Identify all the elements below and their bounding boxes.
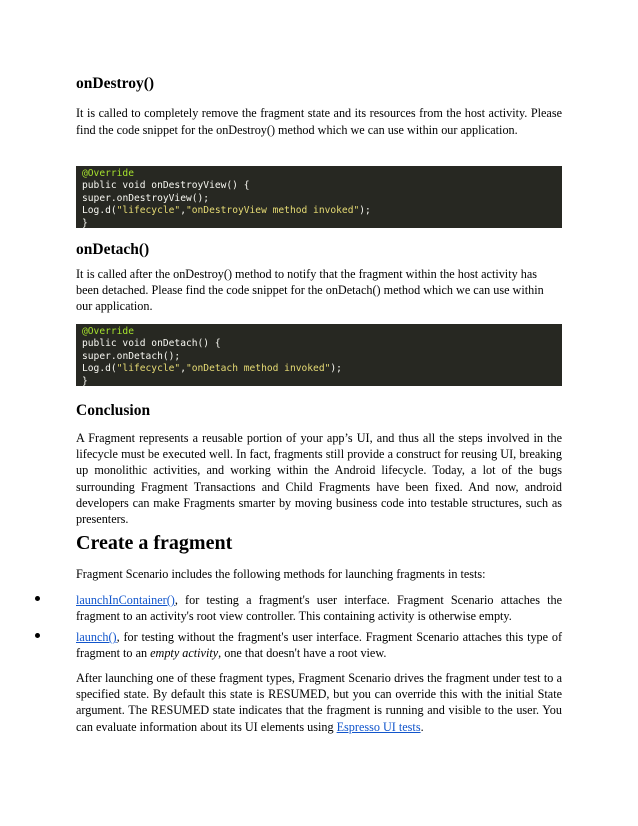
code-comma: , (180, 363, 186, 375)
link-launchincontainer[interactable]: launchInContainer() (76, 593, 175, 607)
link-launch[interactable]: launch() (76, 630, 117, 644)
emphasis-text: empty activity (150, 646, 219, 661)
heading-ondetach: onDetach() (76, 241, 150, 258)
code-string-message: "onDetach method invoked" (185, 363, 331, 375)
paragraph-create-after-text: After launching one of these fragment types, Fragment Scenario drives the fragment under test to a specified state. By default this state is RESUMED, but you can override this with the initial State argument. The RESUMED state indicates that the fragment is running and visible to the user. You can evaluate information about its UI elements using (76, 671, 562, 734)
code-block-ondestroy (76, 166, 562, 228)
code-log-d: .d( (99, 363, 117, 375)
list-item-description: , for testing without the fragment's user interface. Fragment Scenario attaches this type of fragment to an (76, 630, 562, 661)
code-close-brace: } (82, 217, 88, 229)
list-item (76, 629, 562, 661)
code-super-call: .onDestroyView(); (110, 192, 210, 204)
code-string-tag: "lifecycle" (116, 363, 181, 375)
code-string-message: "onDestroyView method invoked" (185, 205, 360, 217)
list-item-description-end: , one that doesn't have a root view. (218, 646, 387, 661)
paragraph-period: . (420, 719, 424, 734)
bullet-icon (35, 633, 40, 638)
code-string-tag: "lifecycle" (116, 205, 181, 217)
paragraph-conclusion: A Fragment represents a reusable portion of your app’s UI, and thus all the steps involved in the lifecycle must be executed well. In fact, fragments still provide a construct for reusing UI, breaking up monolithic activities, and working within the Android lifecycle. Today, a lot of the bugs surrounding Fragment Transactions and Child Fragments have been fixed. And now, android developers can make Fragments smarter by moving business code into testable structures, such as presenters. (76, 431, 562, 527)
list-item-description: , for testing a fragment's user interface. Fragment Scenario attaches the fragment to an activity's root view controller. This containing activity is otherwise empty. (76, 593, 562, 624)
paragraph-create-intro: Fragment Scenario includes the following methods for launching fragments in tests: (76, 567, 486, 581)
code-log-d: .d( (99, 205, 117, 217)
code-close-paren: ); (359, 205, 371, 217)
code-annotation: @Override (82, 168, 134, 179)
list-item-text (76, 629, 562, 661)
heading-ondestroy: onDestroy() (76, 75, 155, 92)
heading-create-fragment: Create a fragment (76, 532, 233, 554)
code-super: super (82, 350, 111, 362)
paragraph-create-after (76, 670, 562, 735)
paragraph-ondestroy: It is called to completely remove the fragment state and its resources from the host activity. Please find the code snippet for the onDestroy() method which we can use within our application. (76, 106, 562, 137)
list-item (76, 592, 562, 624)
code-method-signature: public void onDestroyView() { (82, 180, 250, 192)
list-item-text (76, 592, 562, 624)
code-close-paren: ); (330, 363, 342, 375)
code-log: Log (82, 363, 100, 375)
bullet-icon (35, 596, 40, 601)
link-espresso-ui-tests[interactable]: Espresso UI tests (336, 719, 421, 734)
paragraph-ondetach: It is called after the onDestroy() method to notify that the fragment within the host activity has been detached. Please find the code snippet for the onDetach() method which we can use within our application. (76, 267, 544, 314)
code-block-ondetach (76, 324, 562, 386)
code-super-call: .onDetach(); (110, 350, 181, 362)
code-comma: , (180, 205, 186, 217)
code-super: super (82, 192, 111, 204)
code-annotation: @Override (82, 326, 134, 337)
heading-conclusion: Conclusion (76, 402, 151, 419)
code-close-brace: } (82, 375, 88, 387)
code-log: Log (82, 205, 100, 217)
code-method-signature: public void onDetach() { (82, 338, 221, 350)
